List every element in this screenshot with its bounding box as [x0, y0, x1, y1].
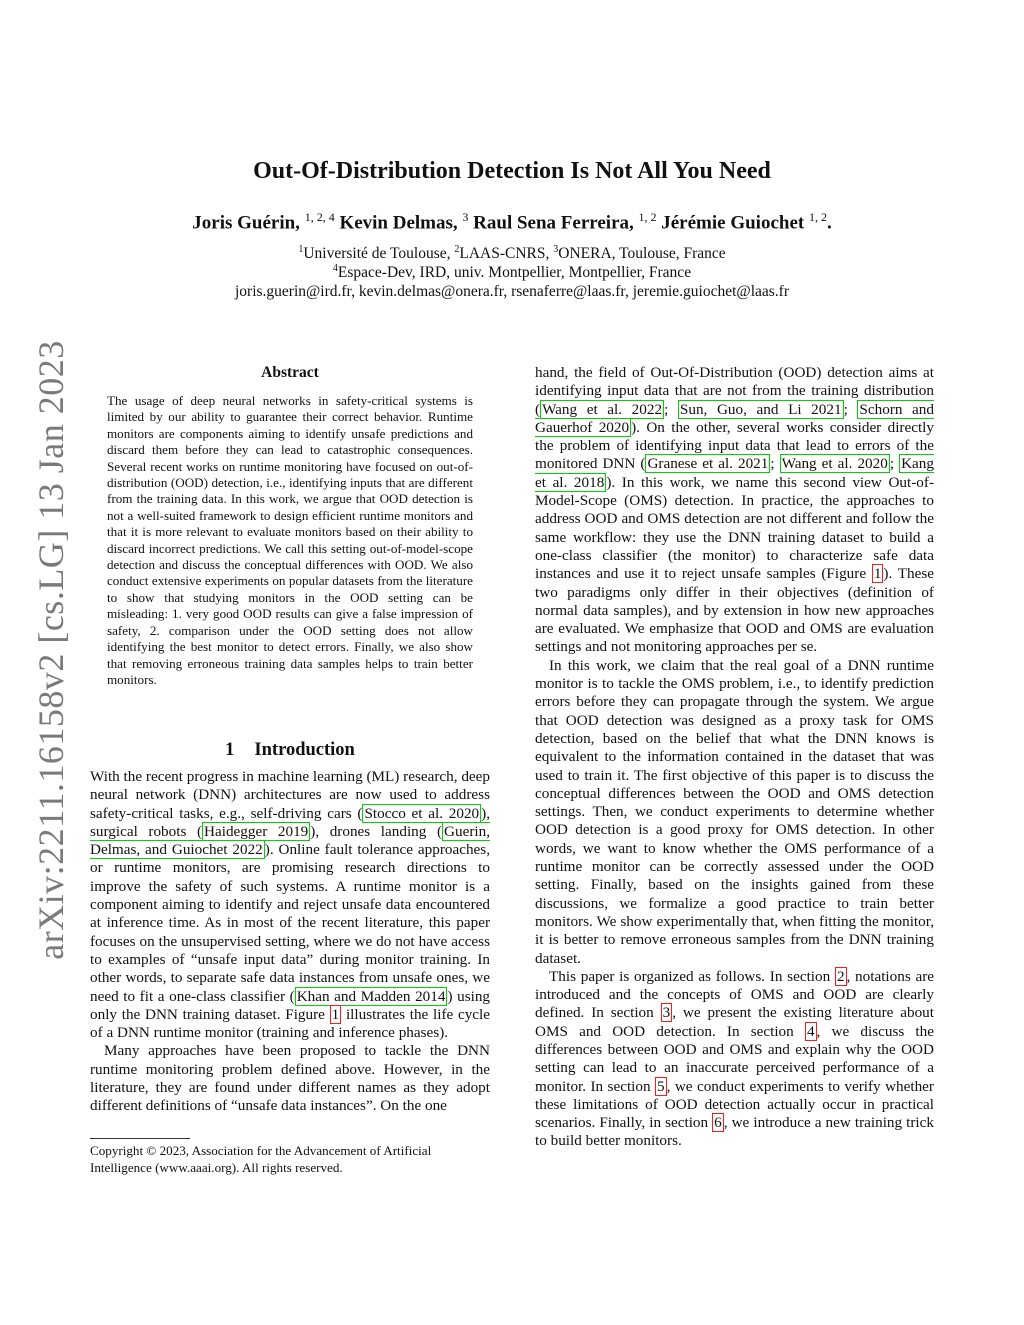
- intro-right-column: [535, 364, 934, 1151]
- text-run: , we present the existing literature about OMS and OOD detection. In section: [535, 1004, 934, 1040]
- text-run: , we discuss the differences between OOD and OMS and explain why the OOD setting can lead to an inaccurate perceived performance of a monitor. In section: [535, 1022, 934, 1095]
- arxiv-id: arXiv:2211.16158v2 [cs.LG] 13 Jan 2023: [31, 340, 72, 960]
- affiliation-name: Université de Toulouse,: [303, 245, 455, 263]
- text-run: ), drones landing (: [310, 822, 443, 840]
- citation-link[interactable]: Granese et al. 2021: [647, 455, 769, 473]
- author-emails: joris.guerin@ird.fr, kevin.delmas@onera.fr, rsenaferre@laas.fr, jeremie.guiochet@laas.fr: [234, 283, 790, 300]
- text-run: This paper is organized as follows. In section: [549, 967, 835, 985]
- citation-link[interactable]: Wang et al. 2022: [542, 400, 663, 418]
- text-run: , we conduct experiments to verify whether these limitations of OOD detection actually occur in practical scenarios. Finally, in section: [535, 1077, 934, 1132]
- section-number: 1: [225, 740, 235, 760]
- author-affiliation-marks: 1, 2: [808, 210, 827, 224]
- section-title: Introduction: [254, 740, 355, 760]
- text-run: ;: [889, 455, 900, 473]
- citation-link[interactable]: Wang et al. 2020: [781, 455, 888, 473]
- intro-paragraph-1: [90, 768, 490, 1042]
- text-run: ). In this work, we name this second view Out-of-Model-Scope (OMS) detection. In practice, the approaches to address OOD and OMS detection are not different and follow the same workflow: they use the DNN training dataset to build a one-class classifier (the monitor) to characterize safe data instances and use it to reject unsafe samples (Figure: [535, 473, 935, 583]
- footnote-rule: [90, 1138, 190, 1139]
- text-run: With the recent progress in machine learning (ML) research, deep neural network (DNN) architectures are now used to address safety-critical tasks, e.g., self-driving cars (: [90, 768, 490, 822]
- text-run: ;: [770, 455, 780, 473]
- text-run: illustrates the life cycle of a DNN runtime monitor (training and inference phases).: [90, 1005, 490, 1042]
- section-heading-introduction: [90, 740, 490, 761]
- citation-link[interactable]: Kang et al. 2018: [535, 455, 934, 491]
- citation-link[interactable]: Schorn and Gauerhof 2020: [535, 400, 934, 436]
- internal-ref-link[interactable]: 1: [873, 565, 882, 583]
- affiliation-line-1: [0, 244, 1024, 263]
- intro-left-column: [90, 768, 490, 1116]
- text-run: Many approaches have been proposed to tackle the DNN runtime monitoring problem defined above. However, in the literature, they are found under different names as they adopt different definitions of “unsafe data instances”. On the one: [90, 1042, 490, 1115]
- intro-paragraph-2-start: [90, 1042, 490, 1115]
- text-run: hand, the field of Out-Of-Distribution (OOD) detection aims at identifying input data that are not from the training distribution (: [535, 364, 934, 418]
- affiliation-name: LAAS-CNRS,: [459, 245, 554, 263]
- internal-ref-link[interactable]: 6: [714, 1114, 722, 1132]
- text-run: ;: [843, 400, 858, 418]
- author-affiliation-marks: 3: [462, 210, 469, 224]
- abstract-heading: Abstract: [261, 364, 319, 381]
- abstract-body: [107, 393, 473, 688]
- citation-link[interactable]: Guerin, Delmas, and Guiochet 2022: [90, 822, 490, 859]
- intro-paragraph-3: [535, 657, 934, 968]
- text-run: ). On the other, several works consider directly the problem of identifying input data that lead to errors of the monitored DNN (: [535, 418, 934, 473]
- text-run: ). These two paradigms only differ in their objectives (definition of normal data samples), and by extension in how new approaches are evaluated. We emphasize that OOD and OMS are evaluation settings and not monitoring approaches per se.: [535, 565, 935, 656]
- text-run: ), surgical robots (: [90, 804, 490, 840]
- internal-ref-link[interactable]: 5: [657, 1077, 665, 1095]
- copyright-footnote: Copyright © 2023, Association for the Advancement of Artificial Intelligence (www.aaai.org). All rights reserved.: [90, 1143, 432, 1175]
- affiliation-mark: 4: [332, 263, 338, 274]
- internal-ref-link[interactable]: 4: [806, 1022, 815, 1040]
- affiliation-mark: 2: [454, 244, 460, 255]
- author-name: Kevin Delmas,: [339, 212, 458, 234]
- text-run: ). Online fault tolerance approaches, or runtime monitors, are promising research directions to improve the safety of such systems. A runtime monitor is a component aiming to identify and reject unsafe data encountered at inference time. As in most of the recent literature, this paper focuses on the unsupervised setting, where we do not have access to examples of “unsafe input data” during monitor training. In other words, to separate safe data instances from unsafe ones, we need to fit a one-class classifier (: [90, 841, 490, 1005]
- text-run: , we introduce a new training trick to build better monitors.: [535, 1114, 934, 1150]
- affiliation-name: Espace-Dev, IRD, univ. Montpellier, Montpellier, France: [337, 264, 692, 282]
- author-affiliation-marks: 1, 2, 4: [304, 210, 335, 224]
- author-list: [0, 210, 1024, 234]
- internal-ref-link[interactable]: 1: [331, 1005, 340, 1023]
- affiliation-line-2: [0, 263, 1024, 282]
- abstract-text: The usage of deep neural networks in safety-critical systems is limited by our ability to guarantee their correct behavior. Runtime monitors are components aiming to identify unsafe predictions and discard them before they can lead to catastrophic consequences. Several recent works on runtime monitoring have focused on out-of-distribution (OOD) detection, i.e., identifying inputs that are different from the training data. In this work, we argue that OOD detection is not a well-suited framework to design efficient runtime monitors and that it is more relevant to evaluate monitors based on their ability to discard incorrect predictions. We call this setting out-of-model-scope detection and discuss the conceptual differences with OOD. We also conduct extensive experiments on popular datasets from the literature to show that studying monitors in the OOD setting can be misleading: 1. very good OOD results can give a false impression of safety, 2. comparison under the OOD setting does not allow identifying the best monitor to detect errors. Finally, we also show that removing erroneous training data samples helps to train better monitors.: [107, 393, 473, 687]
- internal-ref-link[interactable]: 3: [662, 1004, 671, 1022]
- affiliation-name: ONERA, Toulouse, France: [558, 245, 726, 263]
- intro-paragraph-2-cont: [535, 364, 934, 657]
- internal-ref-link[interactable]: 2: [836, 967, 845, 985]
- text-run: In this work, we claim that the real goal of a DNN runtime monitor is to tackle the OMS problem, i.e., to identify prediction errors before they can propagate through the system. We argue that OOD detection was designed as a proxy task for OMS detection, based on the belief that what the DNN knows is equivalent to the information contained in the dataset that was used to train it. The first objective of this paper is to discuss the conceptual differences between the OOD and OMS detection settings. Then, we conduct experiments to determine whether OOD detection is a good proxy for OMS detection. In other words, we want to know whether the OMS performance of a runtime monitor can be correctly assessed under the OOD setting. Finally, based on the insights gained from these discussions, we formalize a good practice to train better monitors. We show experimentally that, when fitting the monitor, it is better to remove erroneous samples from the DNN training dataset.: [535, 656, 934, 967]
- author-list-end: .: [826, 212, 832, 234]
- citation-link[interactable]: Stocco et al. 2020: [364, 804, 480, 822]
- author-name: Raul Sena Ferreira,: [473, 212, 634, 234]
- paper-title: Out-Of-Distribution Detection Is Not All You Need: [253, 158, 771, 184]
- author-name: Jérémie Guiochet: [661, 212, 805, 234]
- citation-link[interactable]: Khan and Madden 2014: [296, 987, 446, 1005]
- affiliation-mark: 3: [553, 244, 559, 255]
- author-affiliation-marks: 1, 2: [638, 210, 657, 224]
- arxiv-stamp: [28, 340, 74, 960]
- author-name: Joris Guérin,: [192, 212, 300, 234]
- citation-link[interactable]: Sun, Guo, and Li 2021: [679, 400, 842, 418]
- text-run: ;: [664, 400, 678, 418]
- intro-paragraph-4: [535, 968, 934, 1151]
- citation-link[interactable]: Haidegger 2019: [204, 822, 309, 840]
- text-run: , notations are introduced and the concepts of OMS and OOD are clearly defined. In section: [535, 967, 934, 1022]
- text-run: ) using only the DNN training dataset. Figure: [90, 987, 491, 1023]
- affiliation-mark: 1: [298, 244, 304, 255]
